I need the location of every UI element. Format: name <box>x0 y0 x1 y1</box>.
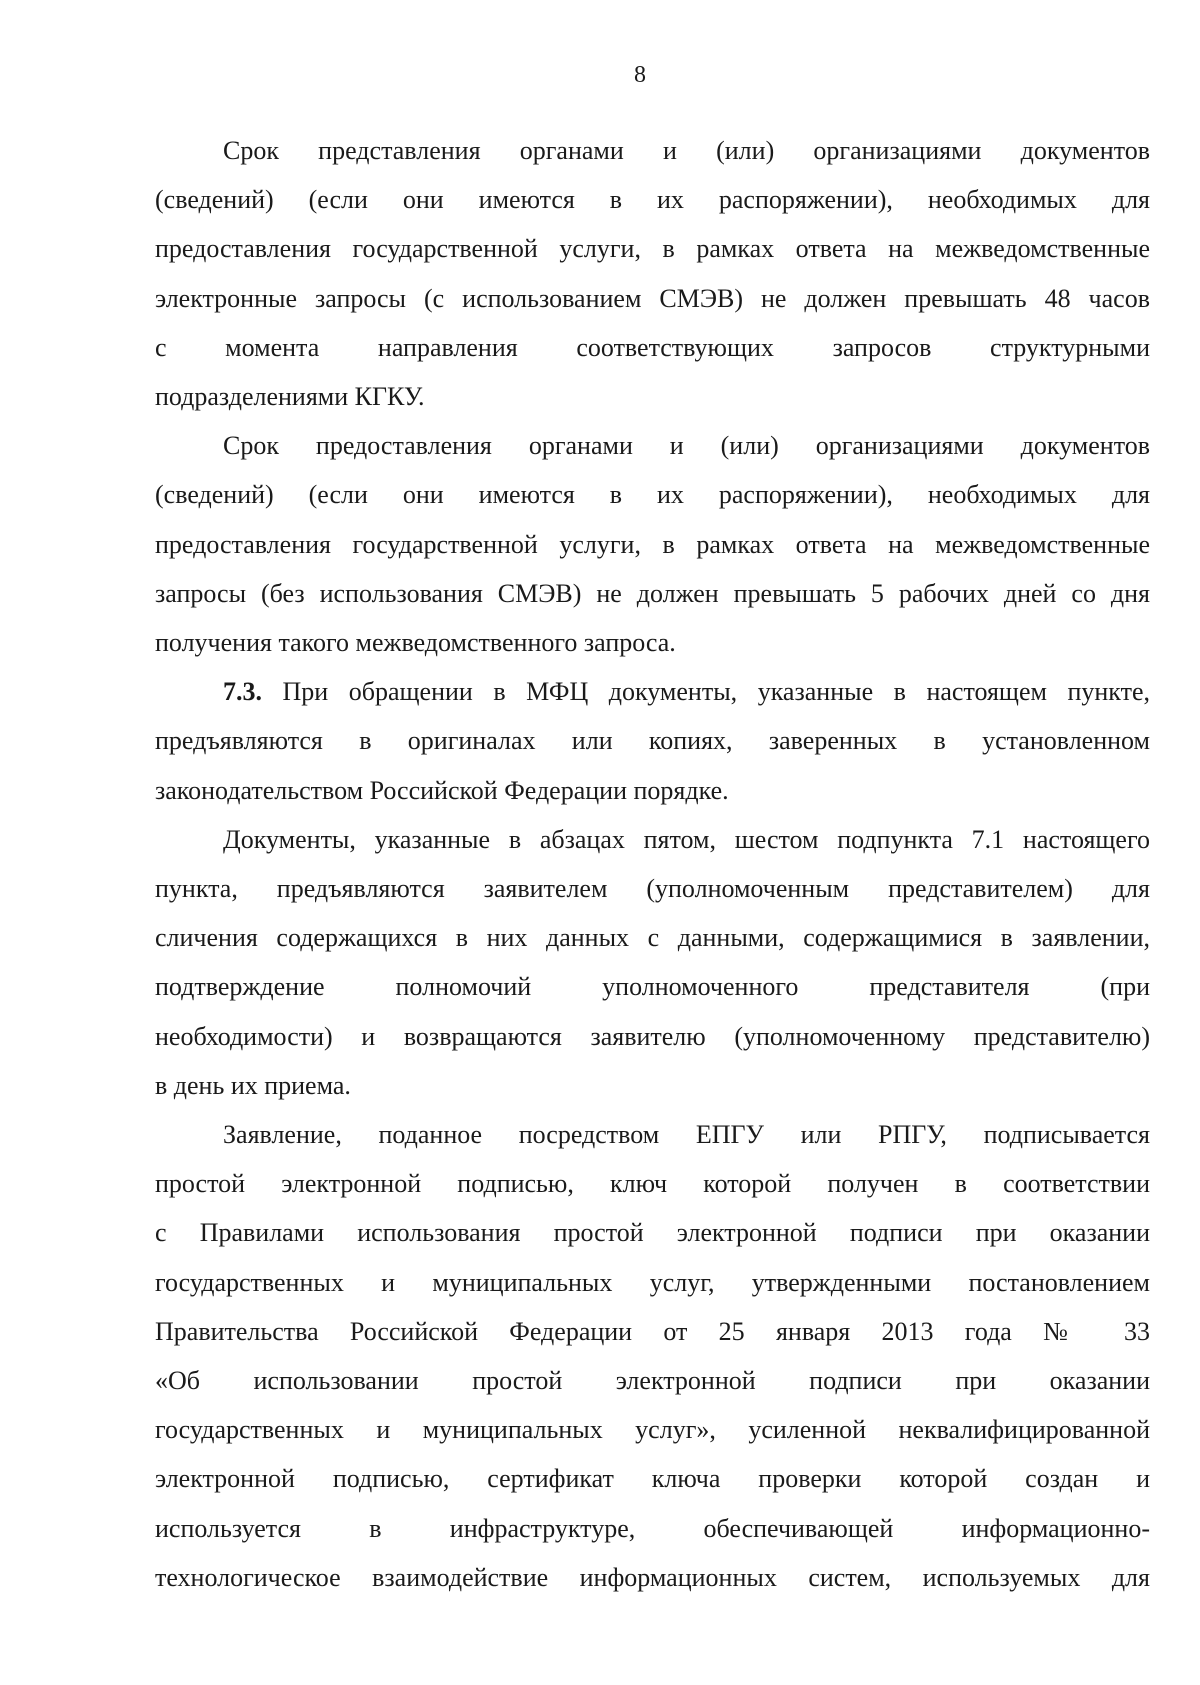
text-line: получения такого межведомственного запроса. <box>155 628 676 658</box>
text-line: законодательством Российской Федерации порядке. <box>155 775 729 805</box>
text-line: с момента направления соответствующих запросов структурными <box>155 332 1150 362</box>
text-line: предъявляются в оригиналах или копиях, заверенных в установленном <box>155 726 1150 756</box>
page-number: 8 <box>634 62 646 88</box>
text-line <box>155 667 1150 716</box>
clause-text: При обращении в МФЦ документы, указанные в настоящем пункте, <box>282 677 1150 707</box>
text-line: технологическое взаимодействие информационных систем, используемых для <box>155 1562 1150 1592</box>
text-line: Документы, указанные в абзацах пятом, шестом подпункта 7.1 настоящего <box>223 824 1150 854</box>
text-line: с Правилами использования простой электронной подписи при оказании <box>155 1218 1150 1248</box>
text-line: Срок представления органами и (или) организациями документов <box>223 136 1150 165</box>
text-line: предоставления государственной услуги, в рамках ответа на межведомственные <box>155 529 1150 559</box>
document-body <box>155 126 1150 1602</box>
text-line: сличения содержащихся в них данных с данными, содержащимися в заявлении, <box>155 923 1150 953</box>
text-line: пункта, предъявляются заявителем (уполномоченным представителем) для <box>155 874 1150 904</box>
paragraph-smev-deadline <box>155 126 1150 421</box>
text-line: в день их приема. <box>155 1070 351 1100</box>
paragraph-non-smev-deadline <box>155 421 1150 667</box>
text-line: простой электронной подписью, ключ которой получен в соответствии <box>155 1169 1150 1199</box>
text-line: предоставления государственной услуги, в рамках ответа на межведомственные <box>155 234 1150 264</box>
text-line: используется в инфраструктуре, обеспечивающей информационно- <box>155 1513 1150 1543</box>
text-line: электронные запросы (с использованием СМЭВ) не должен превышать 48 часов <box>155 283 1150 313</box>
text-line: государственных и муниципальных услуг, утвержденными постановлением <box>155 1267 1150 1297</box>
clause-number: 7.3. <box>223 677 262 707</box>
text-line: (сведений) (если они имеются в их распоряжении), необходимых для <box>155 480 1150 510</box>
text-line: Срок предоставления органами и (или) организациями документов <box>223 431 1150 461</box>
text-line: Заявление, поданное посредством ЕПГУ или РПГУ, подписывается <box>223 1120 1150 1150</box>
paragraph-electronic-signature <box>155 1110 1150 1602</box>
text-line: Правительства Российской Федерации от 25 января 2013 года № 33 <box>155 1316 1150 1346</box>
text-line: подразделениями КГКУ. <box>155 382 425 412</box>
text-line: электронной подписью, сертификат ключа проверки которой создан и <box>155 1464 1150 1494</box>
text-line: государственных и муниципальных услуг», усиленной неквалифицированной <box>155 1415 1150 1445</box>
text-line: (сведений) (если они имеются в их распоряжении), необходимых для <box>155 185 1150 215</box>
paragraph-7-3 <box>155 667 1150 815</box>
text-line: запросы (без использования СМЭВ) не должен превышать 5 рабочих дней со дня <box>155 578 1150 608</box>
paragraph-documents-return <box>155 815 1150 1110</box>
text-line: необходимости) и возвращаются заявителю (уполномоченному представителю) <box>155 1021 1150 1051</box>
text-line: подтверждение полномочий уполномоченного представителя (при <box>155 972 1150 1002</box>
text-line: «Об использовании простой электронной подписи при оказании <box>155 1366 1150 1396</box>
